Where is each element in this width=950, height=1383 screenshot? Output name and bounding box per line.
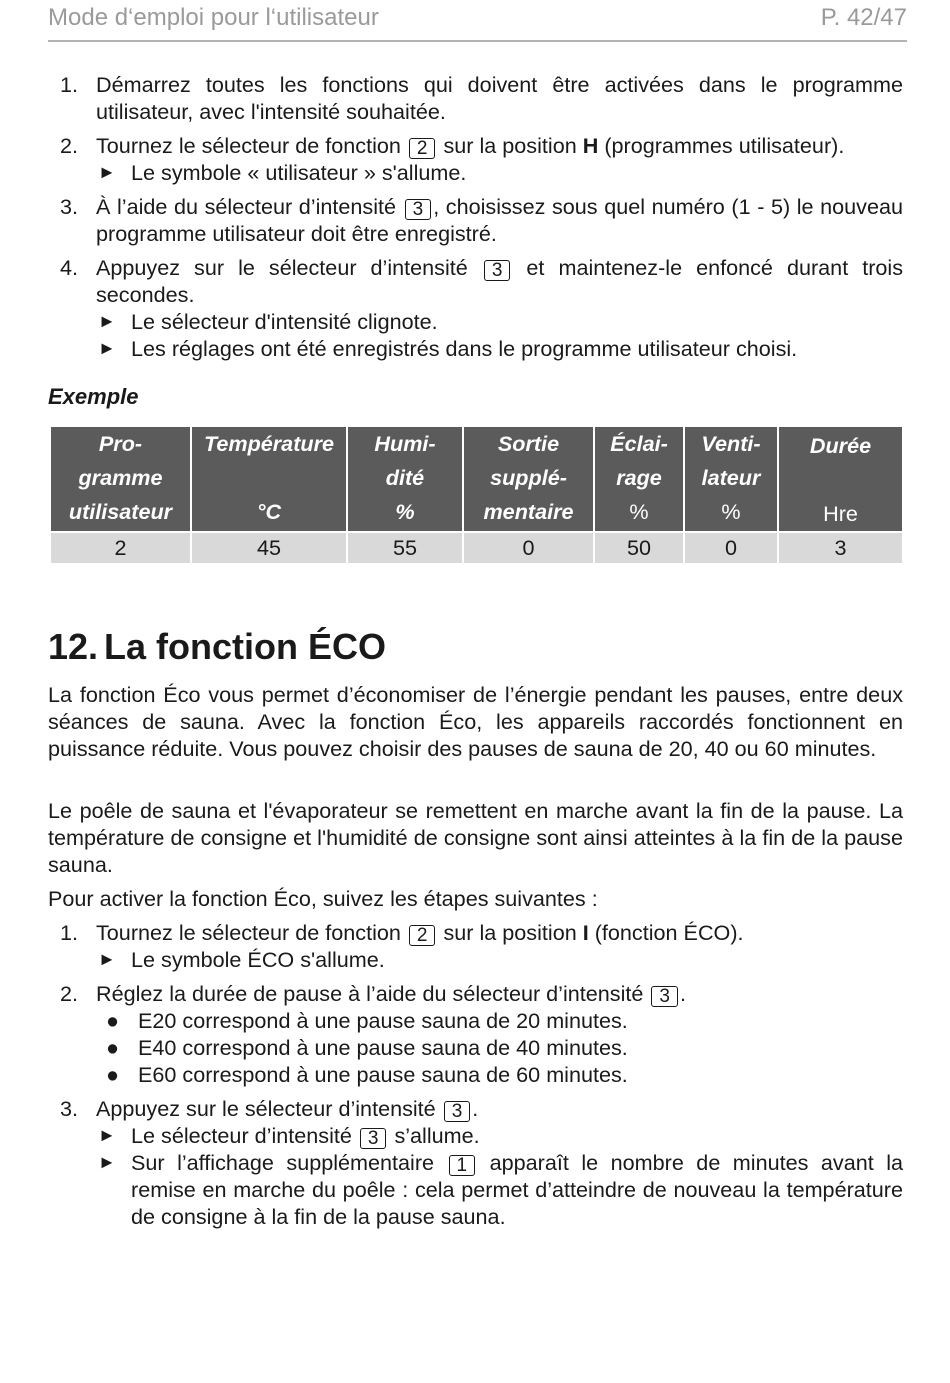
function-selector-ref: 2 [409, 925, 436, 946]
table-cell: 50 [594, 532, 684, 564]
bullet-icon: ● [106, 1062, 120, 1087]
step-3: 3. À l’aide du sélecteur d’intensité 3 , choisissez sous quel numéro (1 - 5) le nouveau programme utilisateur doit être enregistré. [60, 194, 904, 246]
step-2: 2. Tournez le sélecteur de fonction 2 sur la position H (programmes utilisateur). ► Le symbole « utilisateur » s'allume. [48, 132, 903, 186]
result-arrow-icon: ► [98, 311, 116, 331]
result-arrow-icon: ► [98, 1152, 116, 1172]
step-result: ► Le symbole ÉCO s'allume. [98, 947, 385, 972]
example-label: Exemple [48, 384, 139, 409]
table-header-row [50, 426, 903, 532]
list-item: ● E40 correspond à une pause sauna de 40 minutes. [106, 1035, 628, 1060]
table-cell: 0 [463, 532, 594, 564]
step-1: 1. Démarrez toutes les fonctions qui doivent être activées dans le programme utilisateur, avec l'intensité souhaitée. [60, 72, 903, 124]
example-table [49, 425, 904, 565]
page-header [48, 2, 907, 42]
header-humidity: Humi- dité % [347, 426, 463, 532]
table-cell: 45 [191, 532, 347, 564]
bullet-icon: ● [106, 1008, 120, 1033]
extra-display-ref: 1 [449, 1155, 476, 1176]
step-result: ► Le sélecteur d'intensité clignote. [98, 309, 438, 334]
header-lighting: Éclai- rage % [594, 426, 684, 532]
table-cell: 2 [50, 532, 191, 564]
header-temperature: Température °C [191, 426, 347, 532]
header-extra-output: Sortie supplé- mentaire [463, 426, 594, 532]
step-result: ► Le sélecteur d’intensité 3 s’allume. [98, 1123, 480, 1149]
user-program-steps [48, 71, 903, 369]
intensity-selector-ref: 3 [360, 1128, 387, 1149]
document-title: Mode d‘emploi pour l‘utilisateur [48, 4, 379, 31]
bullet-icon: ● [106, 1035, 120, 1060]
header-duration: Durée Hre [778, 426, 903, 532]
header-fan: Venti- lateur % [684, 426, 778, 532]
step-4: 4. Appuyez sur le sélecteur d’intensité 3 et maintenez-le enfoncé durant trois secondes. ► Le sélecteur d'intensité clignote. ► Les réglages ont été enregistrés dans le programme utilisateur choisi. [60, 255, 904, 361]
result-arrow-icon: ► [98, 162, 116, 182]
eco-restart-paragraph: Le poêle de sauna et l'évaporateur se remettent en marche avant la fin de la pause. La température de consigne et l'humidité de consigne sont ainsi atteintes à la fin de la pause sauna. [48, 798, 903, 877]
eco-step-1: 1. Tournez le sélecteur de fonction 2 sur la position I (fonction ÉCO). ► Le symbole ÉCO s'allume. [48, 919, 903, 973]
intensity-selector-ref: 3 [444, 1101, 471, 1122]
step-result: ► Sur l’affichage supplémentaire 1 apparaît le nombre de minutes avant la remise en marche du poêle : cela permet d’atteindre de nouveau la température de consigne à la fin de la pause sauna. [98, 1150, 904, 1229]
table-cell: 0 [684, 532, 778, 564]
table-row [50, 532, 903, 564]
header-program: Pro- gramme utilisateur [50, 426, 191, 532]
eco-intro-paragraph: La fonction Éco vous permet d’économiser de l’énergie pendant les pauses, entre deux séances de sauna. Avec la fonction Éco, les appareils raccordés fonctionnent en puissance réduite. Vous pouvez choisir des pauses de sauna de 20, 40 ou 60 minutes. [48, 682, 903, 761]
list-item: ● E20 correspond à une pause sauna de 20 minutes. [106, 1008, 628, 1033]
intensity-selector-ref: 3 [651, 986, 678, 1007]
result-arrow-icon: ► [98, 338, 116, 358]
section-heading: 12. La fonction ÉCO [48, 626, 386, 667]
table-cell: 55 [347, 532, 463, 564]
eco-steps [48, 919, 903, 1237]
function-selector-ref: 2 [409, 138, 436, 159]
intensity-selector-ref: 3 [405, 199, 432, 220]
step-result: ► Le symbole « utilisateur » s'allume. [98, 160, 467, 185]
step-result: ► Les réglages ont été enregistrés dans le programme utilisateur choisi. [98, 336, 798, 361]
eco-step-3: 3. Appuyez sur le sélecteur d’intensité 3 . ► Le sélecteur d’intensité 3 s’allume. ► Sur l’affichage supplémentaire 1 apparaît le nombre de minutes avant la remise en marche du poêle : cela permet d’atteindre de nouveau la température de consigne à la fin de la pause sauna. [60, 1096, 904, 1229]
eco-step-2: 2. Réglez la durée de pause à l’aide du sélecteur d’intensité 3 . ● E20 correspond à une pause sauna de 20 minutes. ● E40 correspond à une pause sauna de 40 minutes. ● E60 correspond à une pause sauna de 60 minutes. [48, 980, 903, 1088]
result-arrow-icon: ► [98, 1125, 116, 1145]
result-arrow-icon: ► [98, 949, 116, 969]
eco-steps-intro: Pour activer la fonction Éco, suivez les étapes suivantes : [48, 886, 598, 911]
list-item: ● E60 correspond à une pause sauna de 60 minutes. [106, 1062, 628, 1087]
page-number: P. 42/47 [820, 4, 907, 31]
table-cell: 3 [778, 532, 903, 564]
intensity-selector-ref: 3 [484, 260, 511, 281]
